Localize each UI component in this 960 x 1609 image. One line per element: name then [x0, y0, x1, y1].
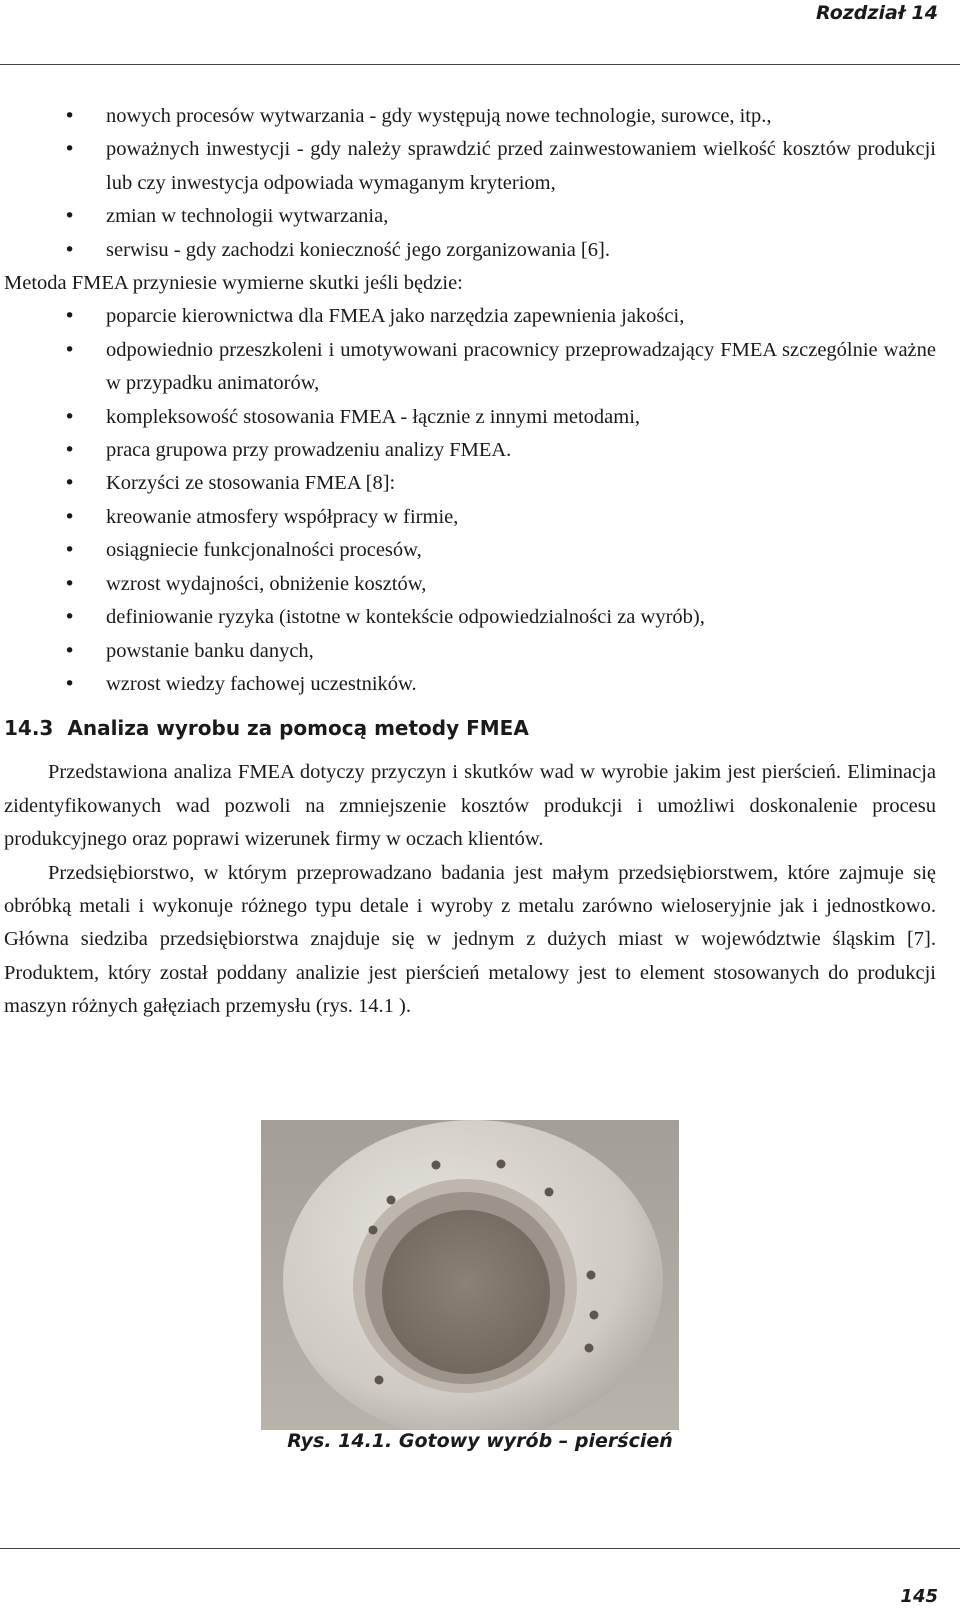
ring-photo-illustration: [261, 1120, 679, 1430]
list-item: • definiowanie ryzyka (istotne w kontekście odpowiedzialności za wyrób),: [4, 601, 936, 634]
page-body: [4, 100, 936, 1024]
list-item: • poważnych inwestycji - gdy należy sprawdzić przed zainwestowaniem wielkość kosztów produkcji lub czy inwestycja odpowiada wymaganym kryteriom,: [4, 133, 936, 200]
list-item: • poparcie kierownictwa dla FMEA jako narzędzia zapewnienia jakości,: [4, 300, 936, 333]
list-item: • osiągniecie funkcjonalności procesów,: [4, 534, 936, 567]
ring-photo: [261, 1120, 679, 1430]
list-item: • praca grupowa przy prowadzeniu analizy FMEA.: [4, 434, 936, 467]
section-heading: [4, 713, 936, 743]
header-rule: [0, 64, 960, 65]
section-number: 14.3: [4, 716, 54, 741]
chapter-header: Rozdział 14: [816, 2, 938, 24]
list-item: • kreowanie atmosfery współpracy w firmie,: [4, 501, 936, 534]
list-item: • odpowiednio przeszkoleni i umotywowani pracownicy przeprowadzający FMEA szczególnie ważne w przypadku animatorów,: [4, 334, 936, 401]
list-item: • wzrost wydajności, obniżenie kosztów,: [4, 568, 936, 601]
paragraph: Przedsiębiorstwo, w którym przeprowadzano badania jest małym przedsiębiorstwem, które zajmuje się obróbką metali i wykonuje różnego typu detale i wyroby z metalu zarówno wieloseryjnie jak i jednostkowo. Główna siedziba przedsiębiorstwa znajduje się w jednym z dużych miast w województwie śląskim [7]. Produktem, który został poddany analizie jest pierścień metalowy jest to element stosowanych do produkcji maszyn różnych gałęziach przemysłu (rys. 14.1 ).: [4, 861, 936, 1018]
section-title: Analiza wyrobu za pomocą metody FMEA: [67, 716, 529, 741]
fmea-intro-text: Metoda FMEA przyniesie wymierne skutki jeśli będzie:: [4, 272, 463, 295]
list-item: • kompleksowość stosowania FMEA - łącznie z innymi metodami,: [4, 401, 936, 434]
list-item: • Korzyści ze stosowania FMEA [8]:: [4, 467, 936, 500]
list-item: • powstanie banku danych,: [4, 635, 936, 668]
paragraph: Przedstawiona analiza FMEA dotyczy przyczyn i skutków wad w wyrobie jakim jest pierścień. Eliminacja zidentyfikowanych wad pozwoli na zmniejszenie kosztów produkcji i umożliwi doskonalenie procesu produkcyjnego oraz poprawi wizerunek firmy w oczach klientów.: [4, 761, 936, 851]
list-item: • serwisu - gdy zachodzi konieczność jego zorganizowania [6].: [4, 234, 936, 267]
footer-rule: [0, 1548, 960, 1549]
bullet-list-top: [4, 100, 936, 267]
figure-caption: Rys. 14.1. Gotowy wyrób – pierścień: [287, 1430, 673, 1452]
bullet-list-conditions: [4, 300, 936, 701]
list-item: • wzrost wiedzy fachowej uczestników.: [4, 668, 936, 701]
list-item: • zmian w technologii wytwarzania,: [4, 200, 936, 233]
page-number: 145: [900, 1586, 938, 1607]
list-item: • nowych procesów wytwarzania - gdy występują nowe technologie, surowce, itp.,: [4, 100, 936, 133]
